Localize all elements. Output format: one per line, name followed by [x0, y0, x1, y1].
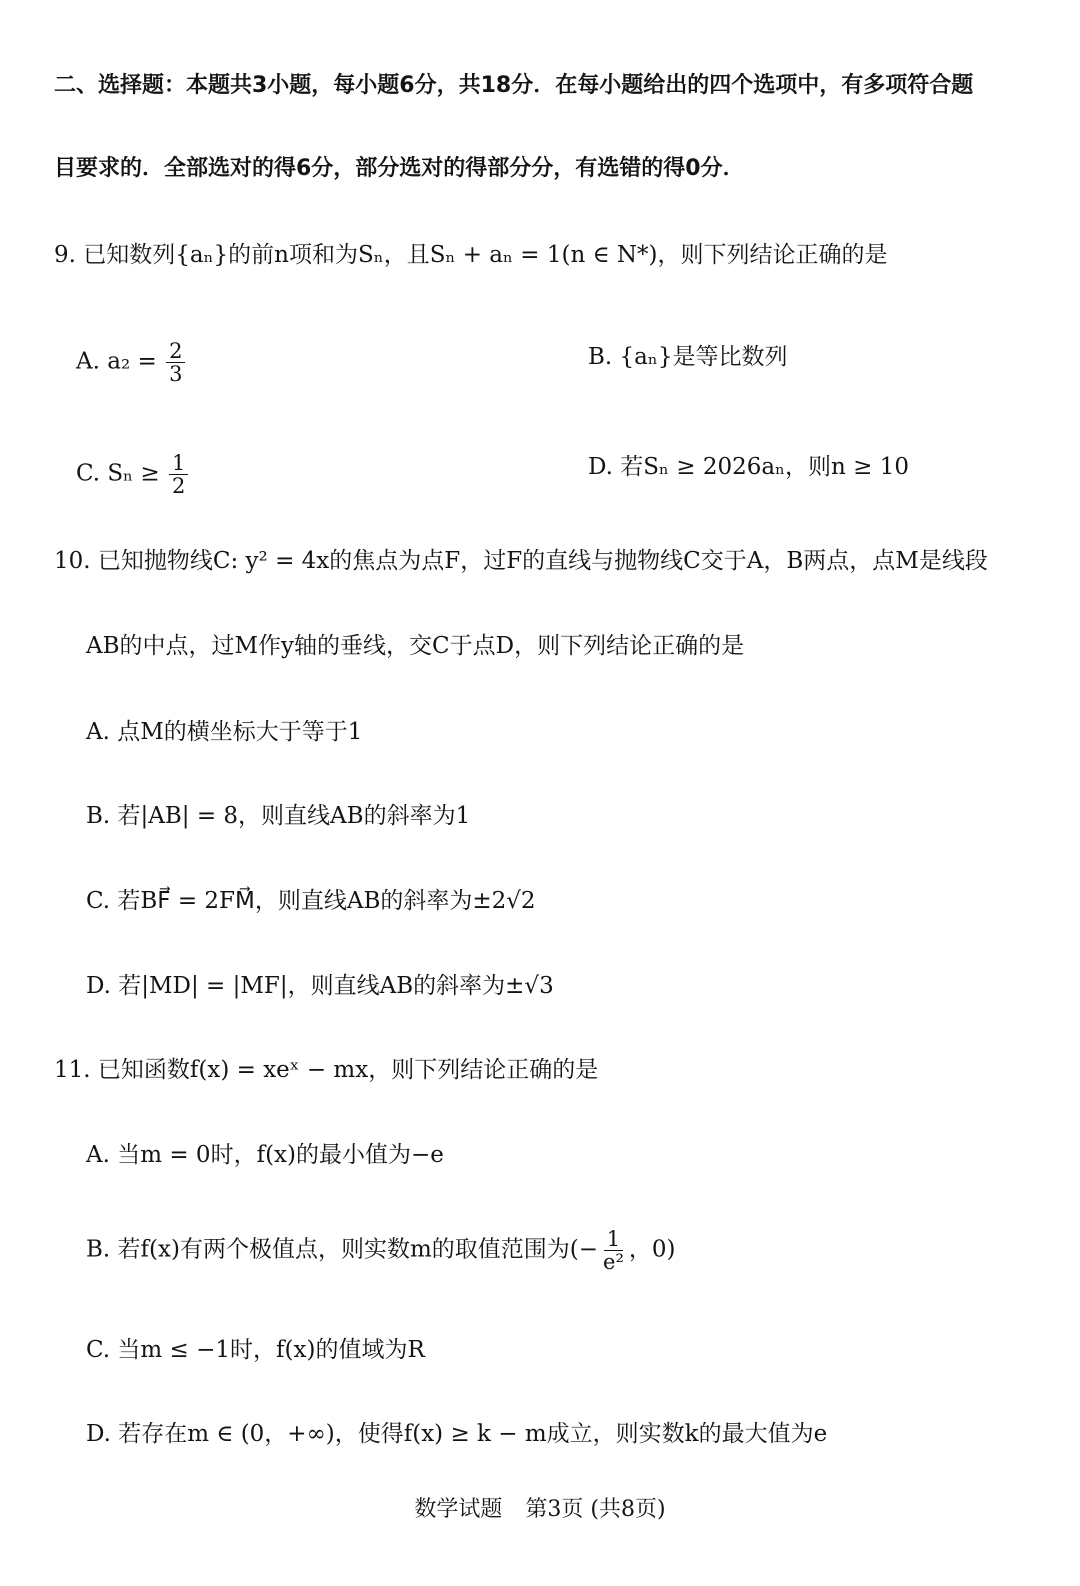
- option-a-text: A. a₂ =: [76, 348, 157, 375]
- question-11-option-d: D. 若存在m ∈ (0，+∞)，使得f(x) ≥ k − m成立，则实数k的最大值为e: [86, 1421, 828, 1447]
- question-10-option-d: D. 若|MD| = |MF|，则直线AB的斜率为±√3: [86, 973, 554, 999]
- question-10-option-c: C. 若BF⃗ = 2FM⃗，则直线AB的斜率为±2√2: [86, 888, 536, 914]
- page-footer: [0, 1492, 1080, 1523]
- section-instructions-line1: 二、选择题：本题共3小题，每小题6分，共18分．在每小题给出的四个选项中，有多项符合题: [54, 73, 974, 98]
- question-10-stem-line1: 10. 已知抛物线C: y² = 4x的焦点为点F，过F的直线与抛物线C交于A，B两点，点M是线段: [54, 548, 988, 574]
- question-11-stem: 11. 已知函数f(x) = xeˣ − mx，则下列结论正确的是: [54, 1057, 599, 1083]
- section-instructions-line2: 目要求的．全部选对的得6分，部分选对的得部分分，有选错的得0分．: [54, 156, 745, 181]
- fraction-denominator: 3: [169, 362, 183, 386]
- footer-page-number: 第3页 (共8页): [525, 1497, 666, 1522]
- question-9-stem: 9. 已知数列{aₙ}的前n项和为Sₙ，且Sₙ + aₙ = 1(n ∈ N*)，则下列结论正确的是: [54, 242, 888, 268]
- fraction-two-thirds: [166, 340, 185, 385]
- question-9-option-a: [76, 340, 187, 385]
- question-11-option-a: A. 当m = 0时，f(x)的最小值为−e: [86, 1142, 444, 1168]
- fraction-one-half: [169, 452, 188, 497]
- option-b-suffix: ，0): [628, 1236, 676, 1263]
- fraction-one-over-e-squared: [600, 1228, 627, 1273]
- question-11-option-b: [86, 1228, 675, 1273]
- question-11-option-c: C. 当m ≤ −1时，f(x)的值域为R: [86, 1337, 425, 1363]
- fraction-numerator: 2: [166, 340, 185, 363]
- fraction-denominator: 2: [172, 474, 186, 498]
- question-9-option-c: [76, 452, 190, 497]
- fraction-numerator: 1: [604, 1228, 623, 1251]
- option-b-prefix: B. 若f(x)有两个极值点，则实数m的取值范围为(−: [86, 1236, 599, 1263]
- question-10-option-a: A. 点M的横坐标大于等于1: [86, 719, 363, 745]
- fraction-denominator: e²: [603, 1250, 624, 1274]
- question-10-option-b: B. 若|AB| = 8，则直线AB的斜率为1: [86, 803, 471, 829]
- question-9-option-d: D. 若Sₙ ≥ 2026aₙ，则n ≥ 10: [588, 454, 910, 480]
- question-10-stem-line2: AB的中点，过M作y轴的垂线，交C于点D，则下列结论正确的是: [86, 633, 745, 659]
- question-9-option-b: B. {aₙ}是等比数列: [588, 344, 788, 370]
- footer-subject: 数学试题: [414, 1497, 503, 1522]
- fraction-numerator: 1: [169, 452, 188, 475]
- option-c-text: C. Sₙ ≥: [76, 460, 160, 487]
